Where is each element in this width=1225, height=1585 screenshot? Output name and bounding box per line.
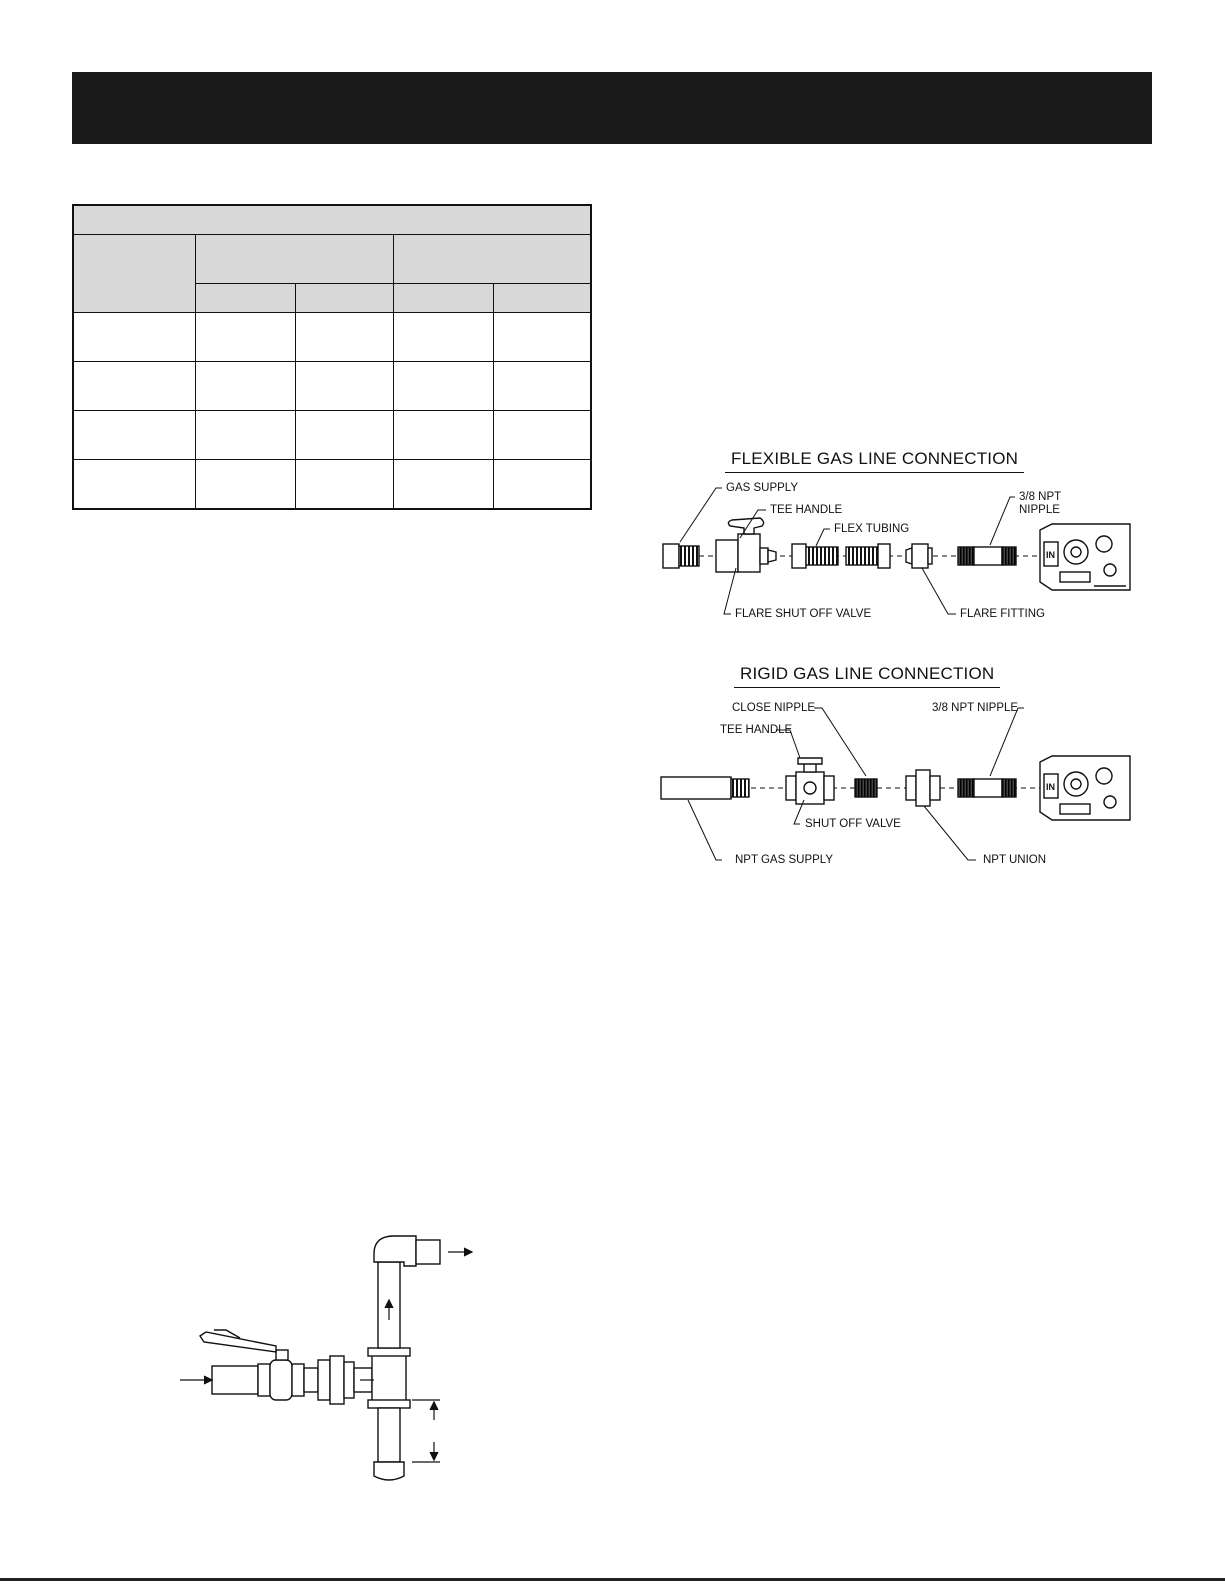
label-close-nipple: CLOSE NIPPLE [732, 702, 816, 714]
pipe-tee [368, 1348, 410, 1408]
rigid-npt-nipple [958, 779, 1016, 797]
tee-handle [728, 518, 763, 534]
valve-lever [200, 1332, 276, 1352]
sediment-trap-drawing [180, 1236, 472, 1480]
close-nipple [855, 779, 877, 797]
pipe-union [318, 1356, 354, 1404]
flare-shut-off-valve [716, 518, 776, 572]
flex-tubing [792, 544, 890, 568]
label-flex-tubing: FLEX TUBING [834, 523, 910, 535]
label-flare-shut-off-valve: FLARE SHUT OFF VALVE [735, 608, 872, 620]
valve-inlet-marking: IN [1046, 550, 1055, 560]
rigid-diagram-title: RIGID GAS LINE CONNECTION [740, 664, 994, 684]
flexible-diagram [663, 488, 1130, 614]
shut-off-valve [786, 758, 834, 804]
label-shut-off-valve: SHUT OFF VALVE [805, 818, 901, 830]
npt-union [906, 770, 940, 806]
label-flare-fitting: FLARE FITTING [960, 608, 1045, 620]
npt-nipple [958, 547, 1016, 565]
npt-gas-supply-pipe [661, 777, 749, 799]
footer-rule [0, 1578, 1225, 1581]
inlet-pipe [212, 1366, 258, 1394]
label-npt-gas-supply: NPT GAS SUPPLY [735, 854, 833, 866]
label-tee-handle: TEE HANDLE [770, 504, 843, 516]
flare-fitting [906, 544, 932, 568]
gas-supply-pipe [663, 544, 699, 568]
label-tee-handle-rigid: TEE HANDLE [720, 724, 793, 736]
tee-handle [798, 758, 822, 764]
flexible-diagram-title: FLEXIBLE GAS LINE CONNECTION [731, 449, 1018, 469]
outlet-pipe [416, 1240, 440, 1264]
label-gas-supply: GAS SUPPLY [726, 482, 799, 494]
valve-inlet-marking-rigid: IN [1046, 782, 1055, 792]
drip-leg-cap [374, 1462, 404, 1480]
drip-leg [378, 1408, 400, 1462]
label-npt-nipple-rigid: 3/8 NPT NIPPLE [932, 702, 1019, 714]
label-npt-nipple: 3/8 NPT NIPPLE [1019, 491, 1061, 516]
pipe-elbow [374, 1236, 416, 1266]
label-npt-union: NPT UNION [983, 854, 1047, 866]
